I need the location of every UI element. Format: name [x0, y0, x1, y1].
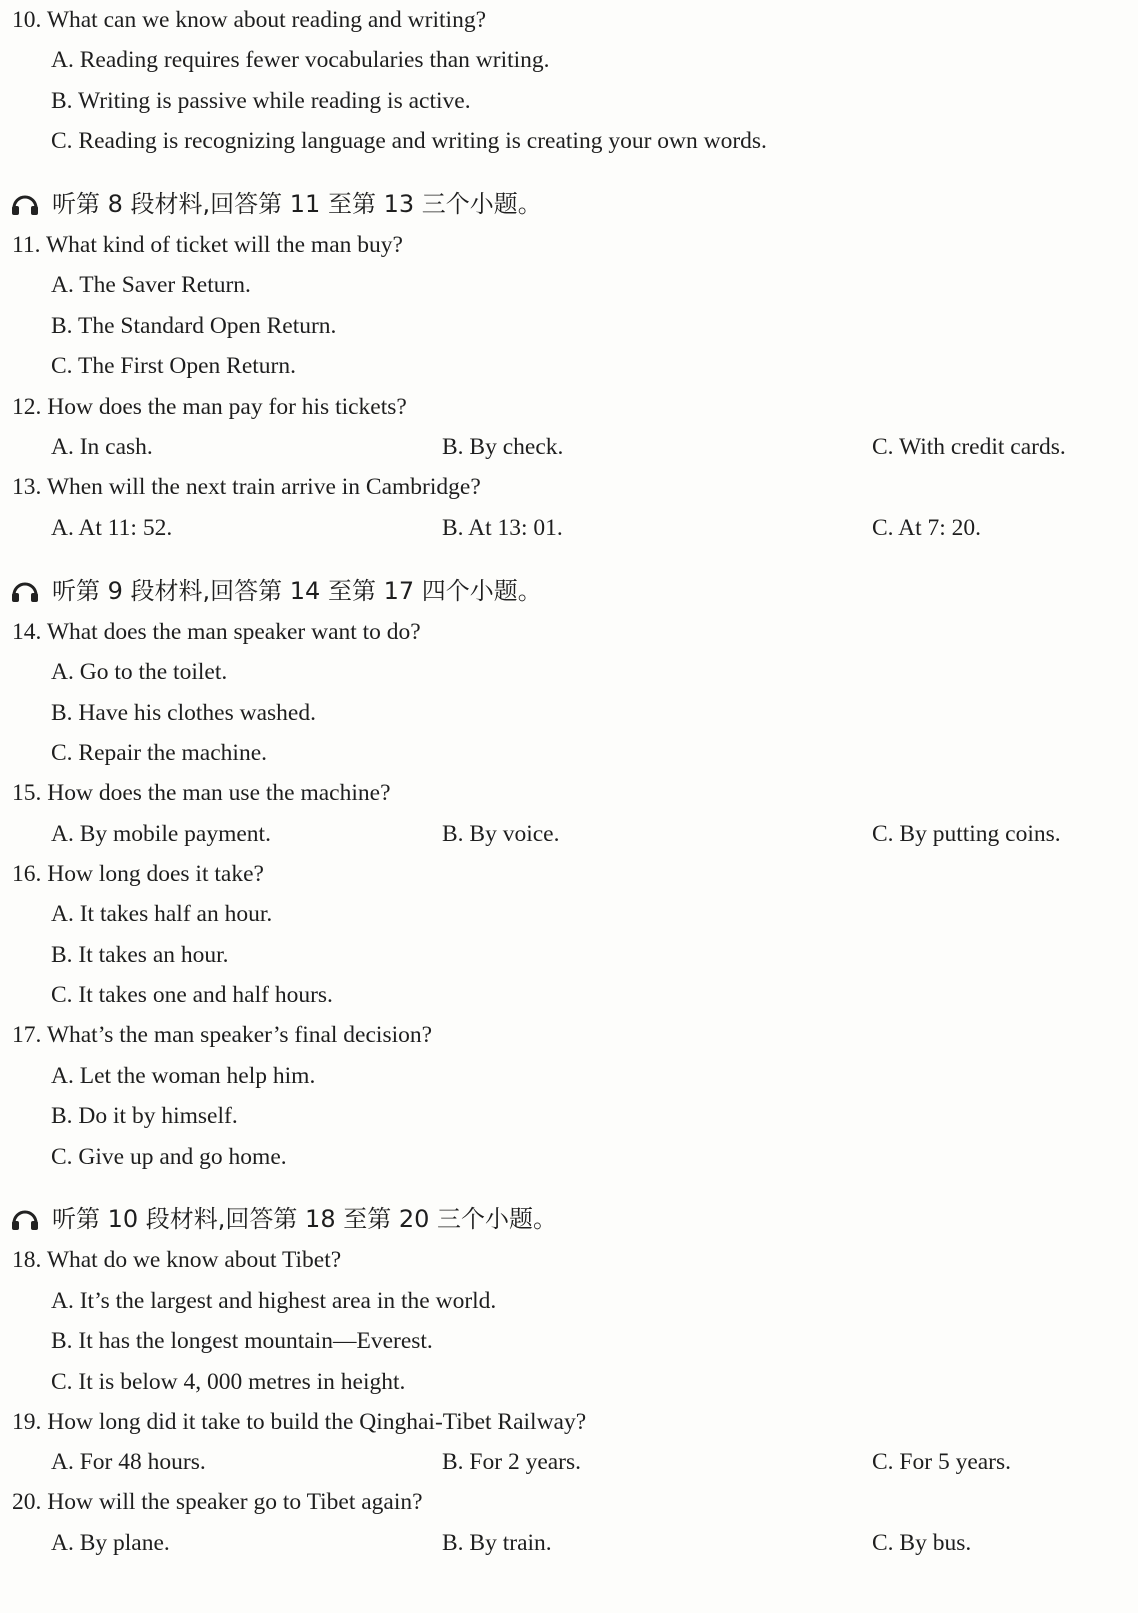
- option-15-b: B. By voice.: [442, 821, 560, 847]
- option-19-c: C. For 5 years.: [872, 1449, 1012, 1475]
- question-15: 15. How does the man use the machine?: [12, 780, 391, 806]
- option-12-b: B. By check.: [442, 434, 564, 460]
- option-15-a: A. By mobile payment.: [51, 821, 271, 847]
- option-10-a: A. Reading requires fewer vocabularies than writing.: [51, 47, 550, 73]
- question-17: 17. What’s the man speaker’s final decision?: [12, 1022, 433, 1048]
- question-10: 10. What can we know about reading and writing?: [12, 7, 486, 33]
- section-9-header: [10, 571, 542, 611]
- option-18-a: A. It’s the largest and highest area in the world.: [51, 1288, 497, 1314]
- headphones-icon: [10, 1207, 40, 1231]
- question-16: 16. How long does it take?: [12, 861, 264, 887]
- question-18: 18. What do we know about Tibet?: [12, 1247, 342, 1273]
- option-10-c: C. Reading is recognizing language and writing is creating your own words.: [51, 128, 767, 154]
- option-20-a: A. By plane.: [51, 1530, 170, 1556]
- section-10-instruction: 听第 10 段材料,回答第 18 至第 20 三个小题。: [52, 1205, 558, 1233]
- question-13: 13. When will the next train arrive in Cambridge?: [12, 474, 481, 500]
- option-18-c: C. It is below 4, 000 metres in height.: [51, 1369, 406, 1395]
- option-16-a: A. It takes half an hour.: [51, 901, 273, 927]
- option-14-b: B. Have his clothes washed.: [51, 700, 316, 726]
- option-12-c: C. With credit cards.: [872, 434, 1066, 460]
- section-8-header: [10, 184, 542, 224]
- option-19-b: B. For 2 years.: [442, 1449, 582, 1475]
- question-11: 11. What kind of ticket will the man buy?: [12, 232, 403, 258]
- option-17-c: C. Give up and go home.: [51, 1144, 287, 1170]
- option-18-b: B. It has the longest mountain—Everest.: [51, 1328, 433, 1354]
- option-16-c: C. It takes one and half hours.: [51, 982, 333, 1008]
- headphones-icon: [10, 192, 40, 216]
- option-14-a: A. Go to the toilet.: [51, 659, 228, 685]
- option-11-c: C. The First Open Return.: [51, 353, 296, 379]
- option-17-b: B. Do it by himself.: [51, 1103, 238, 1129]
- option-15-c: C. By putting coins.: [872, 821, 1061, 847]
- option-20-b: B. By train.: [442, 1530, 552, 1556]
- question-14: 14. What does the man speaker want to do?: [12, 619, 421, 645]
- question-20: 20. How will the speaker go to Tibet again?: [12, 1489, 423, 1515]
- section-9-instruction: 听第 9 段材料,回答第 14 至第 17 四个小题。: [52, 577, 542, 605]
- option-16-b: B. It takes an hour.: [51, 942, 229, 968]
- option-14-c: C. Repair the machine.: [51, 740, 267, 766]
- section-8-instruction: 听第 8 段材料,回答第 11 至第 13 三个小题。: [52, 190, 542, 218]
- option-10-b: B. Writing is passive while reading is active.: [51, 88, 471, 114]
- option-11-a: A. The Saver Return.: [51, 272, 251, 298]
- option-20-c: C. By bus.: [872, 1530, 972, 1556]
- option-17-a: A. Let the woman help him.: [51, 1063, 316, 1089]
- option-19-a: A. For 48 hours.: [51, 1449, 206, 1475]
- question-12: 12. How does the man pay for his tickets?: [12, 394, 407, 420]
- section-10-header: [10, 1199, 557, 1239]
- option-13-c: C. At 7: 20.: [872, 515, 982, 541]
- question-19: 19. How long did it take to build the Qinghai-Tibet Railway?: [12, 1409, 587, 1435]
- option-13-b: B. At 13: 01.: [442, 515, 563, 541]
- option-13-a: A. At 11: 52.: [51, 515, 173, 541]
- option-11-b: B. The Standard Open Return.: [51, 313, 337, 339]
- headphones-icon: [10, 579, 40, 603]
- option-12-a: A. In cash.: [51, 434, 153, 460]
